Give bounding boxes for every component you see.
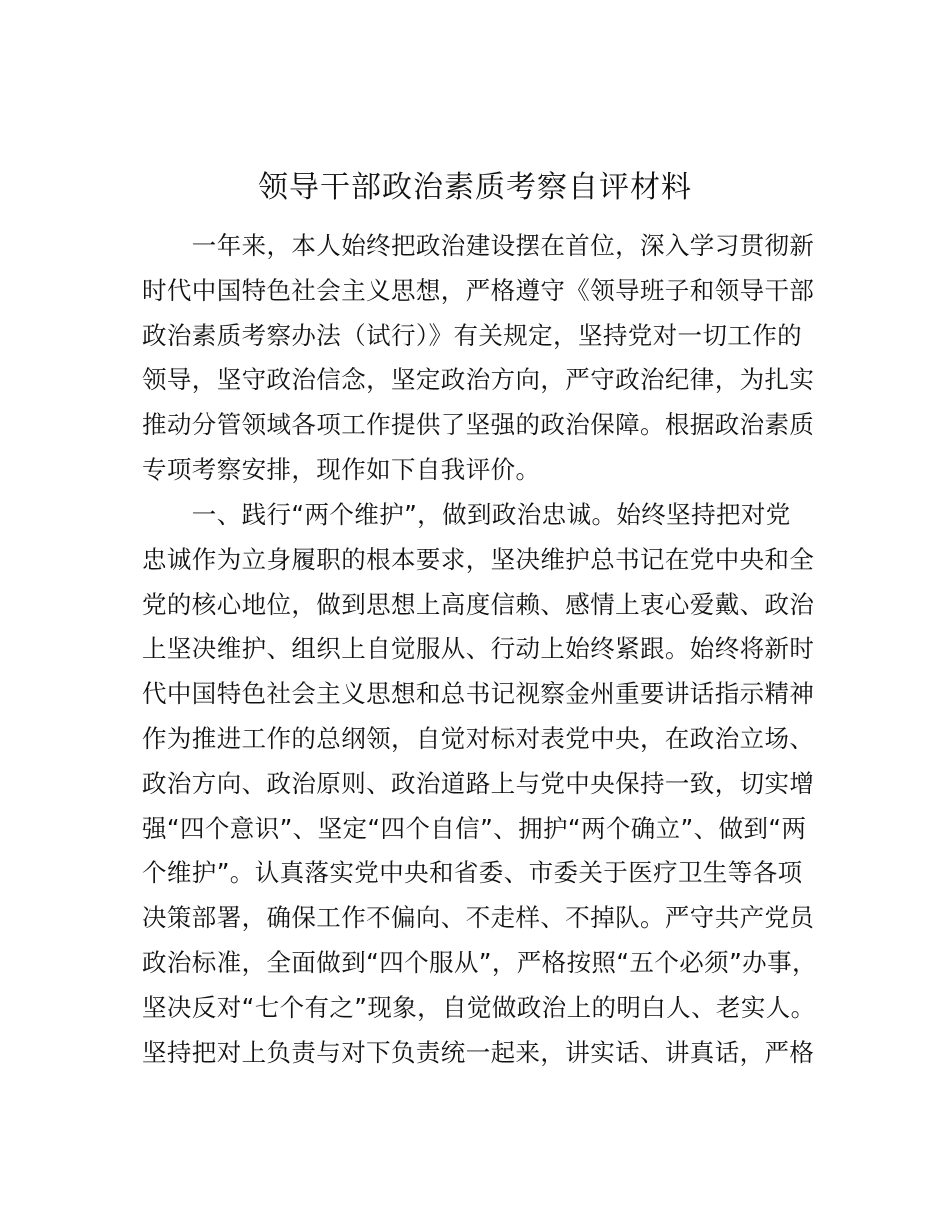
text-line: 党的核心地位，做到思想上高度信赖、感情上衷心爱戴、政治: [142, 589, 815, 619]
paragraph-section-one: [142, 493, 832, 1075]
paragraph-intro: [142, 224, 832, 493]
text-line: 时代中国特色社会主义思想，严格遵守《领导班子和领导干部: [142, 275, 815, 305]
text-line: 政治素质考察办法（试行）》有关规定，坚持党对一切工作的: [142, 320, 803, 350]
text-line: 政治标准，全面做到“四个服从”，严格按照“五个必须”办事，: [142, 947, 817, 977]
text-line: 决策部署，确保工作不偏向、不走样、不掉队。严守共产党员: [142, 903, 815, 933]
text-line: 推动分管领域各项工作提供了坚强的政治保障。根据政治素质: [142, 410, 815, 440]
text-line: 一、践行“两个维护”，做到政治忠诚。始终坚持把对党: [142, 500, 791, 529]
document-title: 领导干部政治素质考察自评材料: [258, 170, 692, 205]
text-line: 忠诚作为立身履职的根本要求，坚决维护总书记在党中央和全: [142, 544, 815, 574]
text-line: 一年来，本人始终把政治建设摆在首位，深入学习贯彻新: [142, 231, 815, 260]
text-line: 上坚决维护、组织上自觉服从、行动上始终紧跟。始终将新时: [142, 634, 815, 664]
text-line: 专项考察安排，现作如下自我评价。: [142, 454, 541, 484]
text-line: 坚决反对“七个有之”现象，自觉做政治上的明白人、老实人。: [142, 992, 816, 1022]
text-line: 作为推进工作的总纲领，自觉对标对表党中央，在政治立场、: [142, 723, 815, 753]
text-line: 强“四个意识”、坚定“四个自信”、拥护“两个确立”、做到“两: [142, 813, 807, 843]
text-line: 代中国特色社会主义思想和总书记视察金州重要讲话指示精神: [142, 679, 815, 709]
text-line: 政治方向、政治原则、政治道路上与党中央保持一致，切实增: [142, 768, 815, 798]
text-line: 领导，坚守政治信念，坚定政治方向，严守政治纪律，为扎实: [142, 365, 815, 395]
text-line: 坚持把对上负责与对下负责统一起来，讲实话、讲真话，严格: [142, 1037, 815, 1067]
text-line: 个维护”。认真落实党中央和省委、市委关于医疗卫生等各项: [142, 858, 803, 888]
